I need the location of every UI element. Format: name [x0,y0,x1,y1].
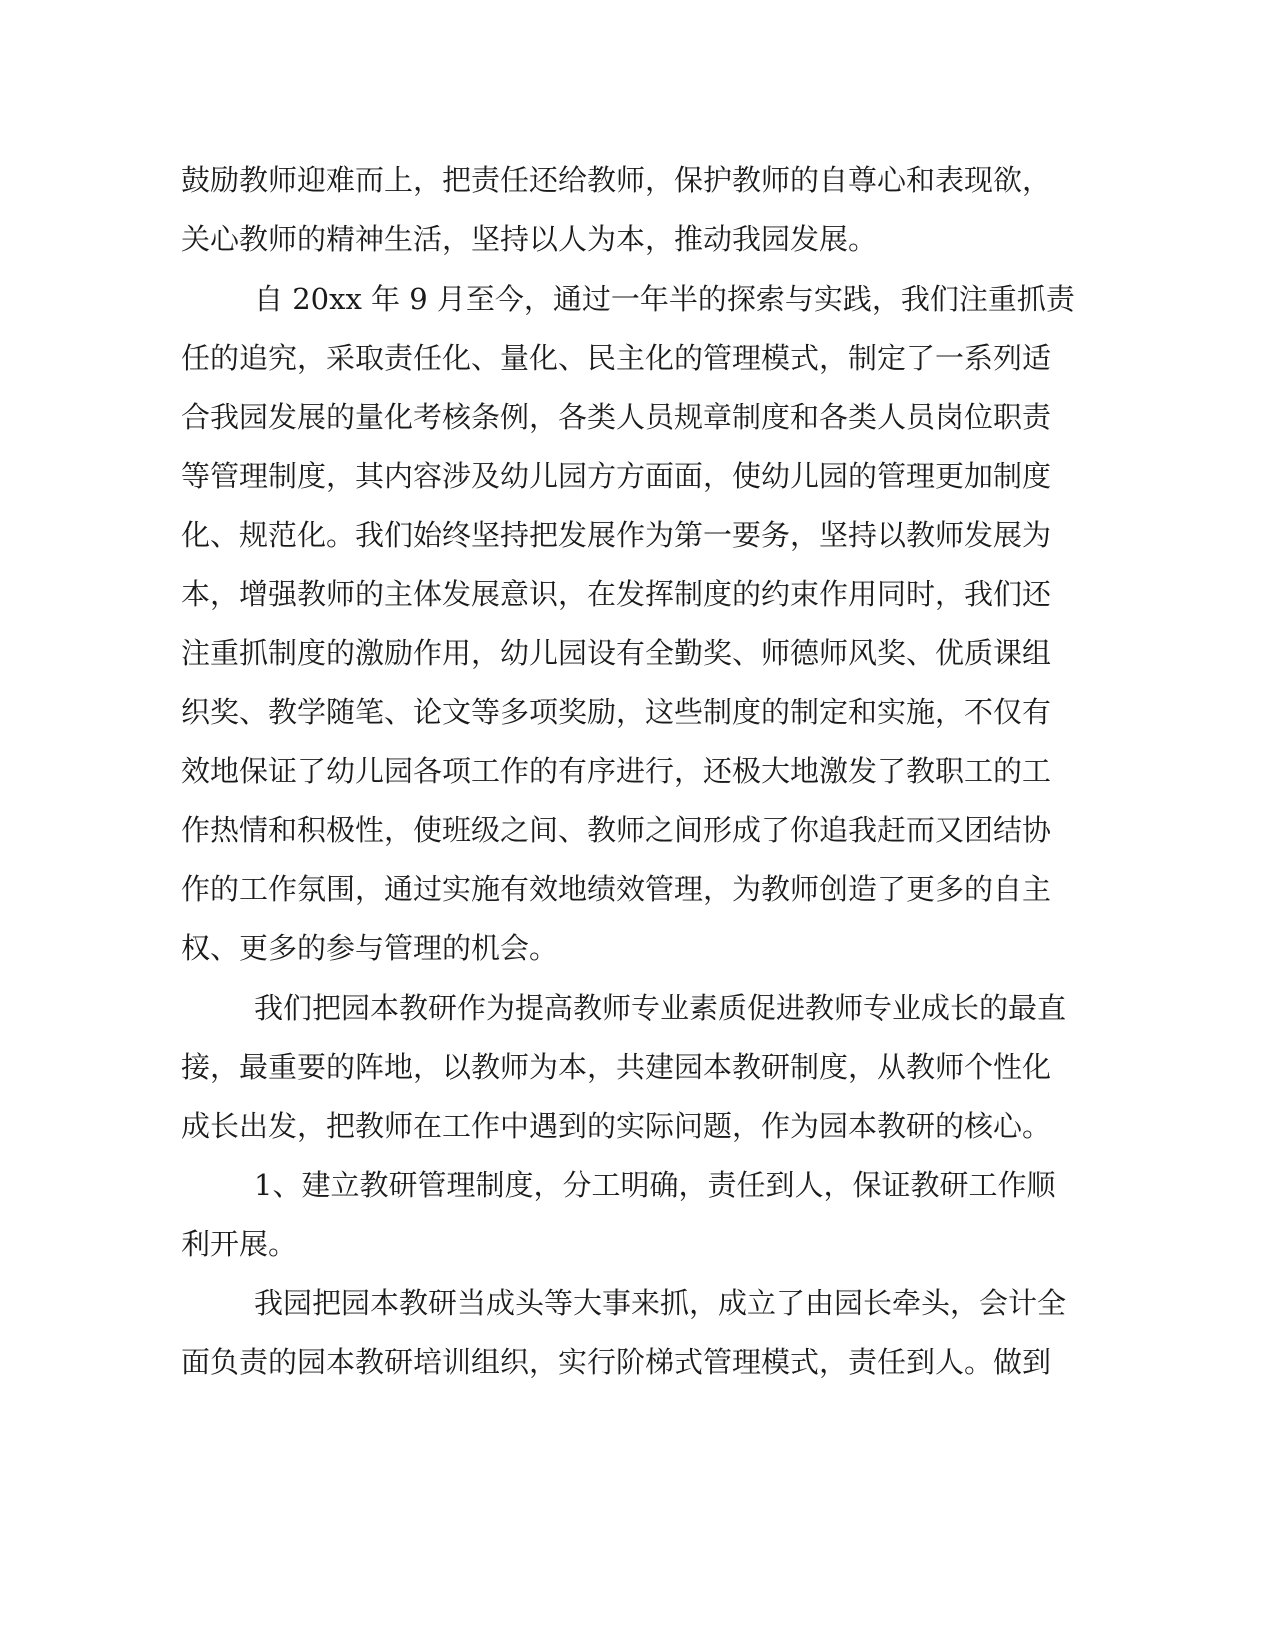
text-line: 作热情和积极性，使班级之间、教师之间形成了你追我赶而又团结协 [181,813,1052,847]
text-line: 我园把园本教研当成头等大事来抓，成立了由园长牵头，会计全 [254,1286,1067,1320]
text-line: 我们把园本教研作为提高教师专业素质促进教师专业成长的最直 [254,991,1067,1025]
text-line: 注重抓制度的激励作用，幼儿园设有全勤奖、师德师风奖、优质课组 [181,636,1052,670]
text-line: 化、规范化。我们始终坚持把发展作为第一要务，坚持以教师发展为 [181,518,1052,552]
text-line: 自 20xx 年 9 月至今，通过一年半的探索与实践，我们注重抓责 [254,282,1075,316]
text-line: 权、更多的参与管理的机会。 [181,931,559,965]
text-line: 面负责的园本教研培训组织，实行阶梯式管理模式，责任到人。做到 [181,1345,1052,1379]
text-line: 鼓励教师迎难而上，把责任还给教师，保护教师的自尊心和表现欲， [181,163,1052,197]
text-line: 1、建立教研管理制度，分工明确，责任到人，保证教研工作顺 [254,1168,1056,1202]
text-line: 等管理制度，其内容涉及幼儿园方方面面，使幼儿园的管理更加制度 [181,459,1052,493]
text-line: 接，最重要的阵地，以教师为本，共建园本教研制度，从教师个性化 [181,1050,1052,1084]
text-line: 成长出发，把教师在工作中遇到的实际问题，作为园本教研的核心。 [181,1109,1052,1143]
text-line: 作的工作氛围，通过实施有效地绩效管理，为教师创造了更多的自主 [181,872,1052,906]
text-line: 效地保证了幼儿园各项工作的有序进行，还极大地激发了教职工的工 [181,754,1052,788]
text-line: 关心教师的精神生活，坚持以人为本，推动我园发展。 [181,222,878,256]
text-line: 织奖、教学随笔、论文等多项奖励，这些制度的制定和实施，不仅有 [181,695,1052,729]
text-line: 利开展。 [181,1227,298,1261]
text-line: 本，增强教师的主体发展意识，在发挥制度的约束作用同时，我们还 [181,577,1052,611]
text-line: 任的追究，采取责任化、量化、民主化的管理模式，制定了一系列适 [181,341,1052,375]
text-line: 合我园发展的量化考核条例，各类人员规章制度和各类人员岗位职责 [181,400,1052,434]
